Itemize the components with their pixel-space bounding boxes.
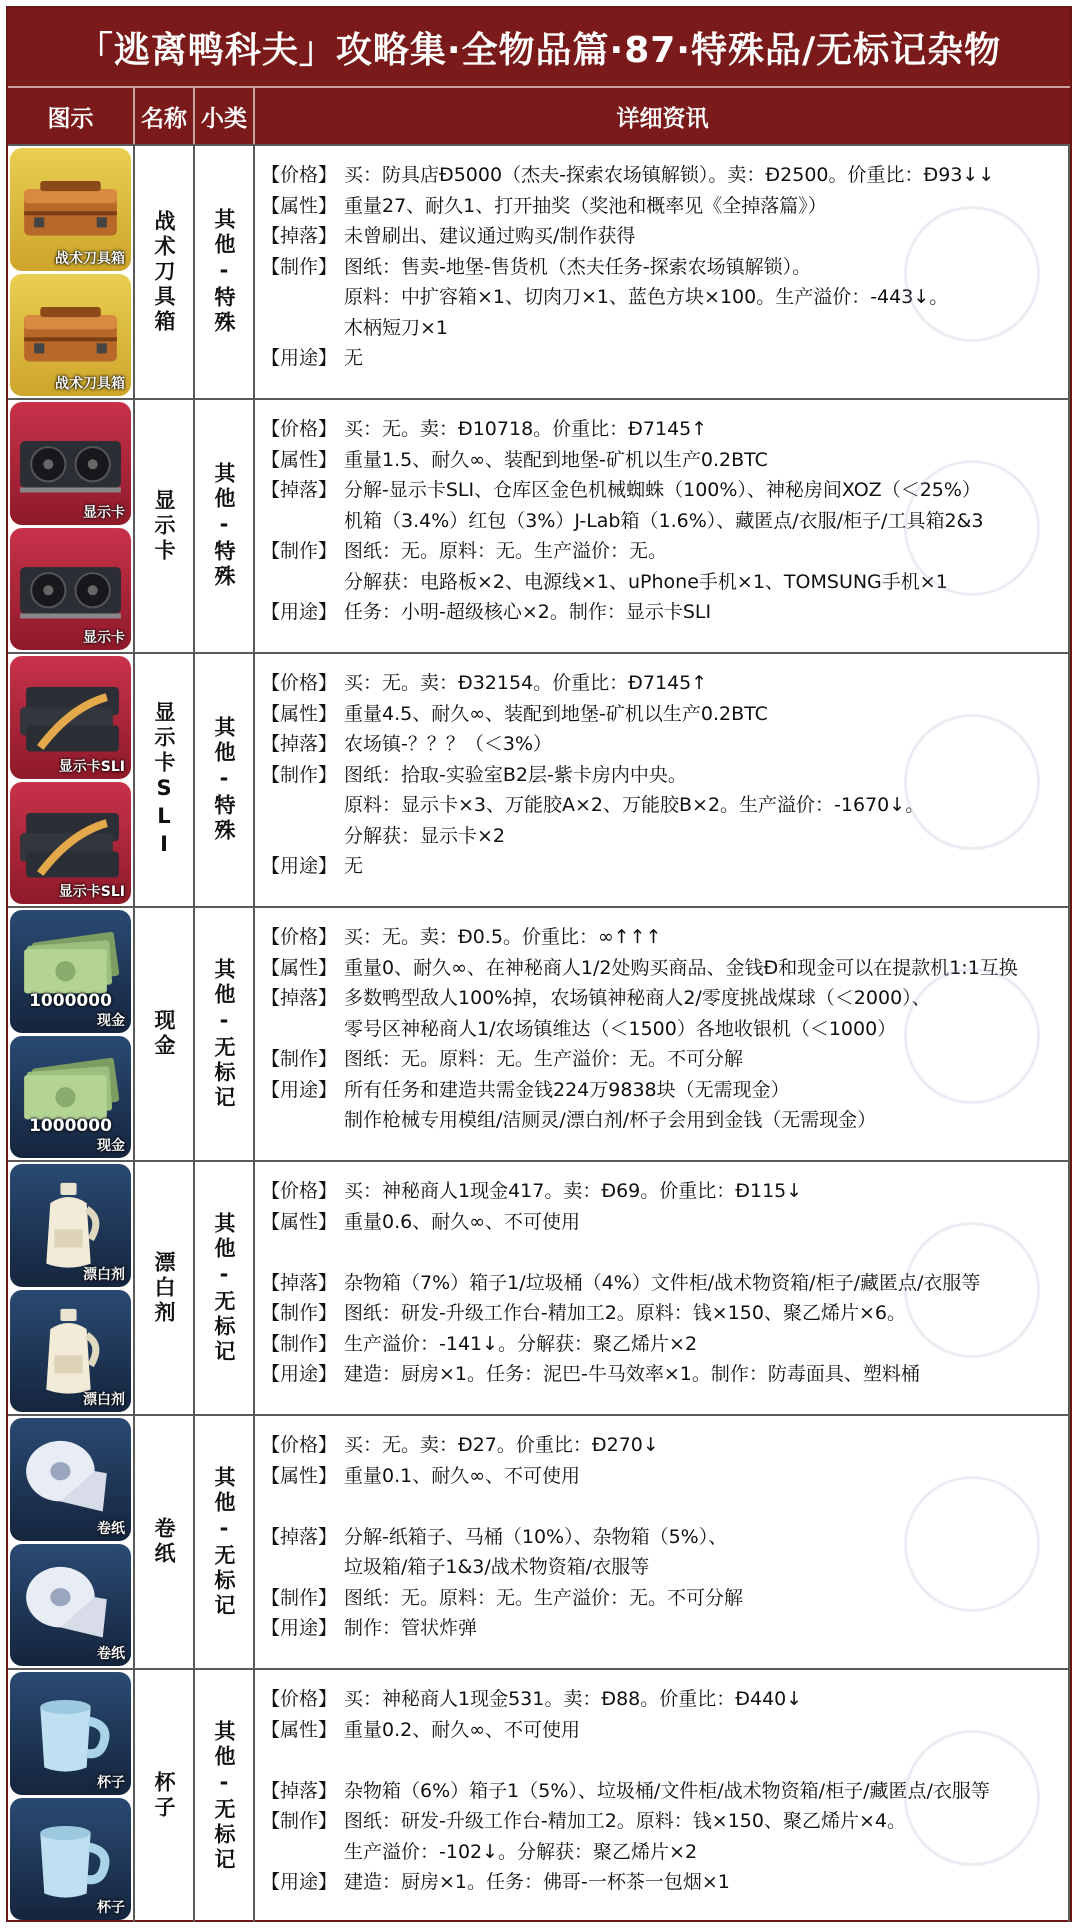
item-name-cell <box>135 908 195 1160</box>
item-thumbnail-label: 卷纸 <box>97 1520 125 1537</box>
item-thumbnail <box>10 1544 131 1667</box>
detail-line <box>261 1806 1064 1837</box>
detail-line <box>261 160 1064 191</box>
detail-tag: 【属性】 <box>261 956 338 979</box>
detail-line <box>261 536 1064 567</box>
detail-line <box>261 1207 1064 1238</box>
table-row <box>8 1160 1070 1414</box>
item-thumbnail-label: 现金 <box>97 1012 125 1029</box>
detail-text: 买：神秘商人1现金417。卖：Đ69。价重比：Đ115↓ <box>344 1180 803 1202</box>
item-category: 其他-无标记 <box>212 1211 236 1365</box>
detail-line <box>261 1075 1064 1106</box>
item-image-cell <box>8 400 135 652</box>
detail-text: 分解-纸箱子、马桶（10%）、杂物箱（5%）、 <box>344 1525 728 1548</box>
detail-text: 生产溢价：-141↓。分解获：聚乙烯片×2 <box>344 1332 698 1355</box>
detail-tag: 【用途】 <box>261 601 338 623</box>
item-category-cell <box>195 400 255 652</box>
detail-line <box>261 821 1064 852</box>
detail-line <box>261 1268 1064 1299</box>
detail-text: 买：无。卖：Đ10718。价重比：Đ7145↑ <box>344 418 708 440</box>
table-row <box>8 1414 1070 1668</box>
detail-line <box>261 1461 1064 1492</box>
column-header-details: 详细资讯 <box>616 105 709 132</box>
item-image-cell <box>8 146 135 398</box>
detail-line <box>261 1837 1064 1868</box>
item-thumbnail-label: 漂白剂 <box>83 1266 125 1283</box>
detail-text: 机箱（3.4%）红包（3%）J-Lab箱（1.6%）、藏匿点/衣服/柜子/工具箱2&3 <box>344 509 984 532</box>
detail-line <box>261 1014 1064 1045</box>
detail-tag: 【用途】 <box>261 1871 338 1893</box>
detail-tag: 【用途】 <box>261 1617 338 1639</box>
item-thumbnail-label: 显示卡SLI <box>58 758 125 775</box>
detail-tag: 【价格】 <box>261 418 338 440</box>
detail-tag: 【掉落】 <box>261 225 338 247</box>
item-category-cell <box>195 908 255 1160</box>
detail-text: 制作枪械专用模组/洁厕灵/漂白剂/杯子会用到金钱（无需现金） <box>344 1109 877 1131</box>
table-row <box>8 144 1070 398</box>
detail-tag: 【属性】 <box>261 194 338 217</box>
item-thumbnail-label: 战术刀具箱 <box>55 250 125 267</box>
item-image-cell <box>8 1416 135 1668</box>
detail-tag: 【制作】 <box>261 1586 338 1609</box>
detail-line <box>261 699 1064 730</box>
detail-tag <box>261 1552 344 1583</box>
detail-text: 制作：管状炸弹 <box>344 1617 478 1639</box>
detail-tag <box>261 1014 344 1045</box>
detail-line <box>261 414 1064 445</box>
detail-line <box>261 343 1064 374</box>
detail-text: 木柄短刀×1 <box>344 316 449 339</box>
detail-tag: 【制作】 <box>261 1302 338 1324</box>
item-name-cell <box>135 654 195 906</box>
detail-text: 买：神秘商人1现金531。卖：Đ88。价重比：Đ440↓ <box>344 1688 803 1710</box>
item-name: 现金 <box>152 1009 176 1059</box>
item-thumbnail <box>10 148 131 271</box>
item-image-cell <box>8 654 135 906</box>
item-thumbnail <box>10 782 131 905</box>
detail-line <box>261 1359 1064 1390</box>
detail-line <box>261 1613 1064 1644</box>
item-category: 其他-无标记 <box>212 957 236 1111</box>
item-category: 其他-特殊 <box>212 208 236 336</box>
item-thumbnail-label: 杯子 <box>97 1774 125 1791</box>
item-name-cell <box>135 400 195 652</box>
item-category: 其他-无标记 <box>212 1719 236 1873</box>
detail-tag: 【价格】 <box>261 1434 338 1456</box>
detail-tag <box>261 1745 344 1776</box>
item-name: 战术刀具箱 <box>152 209 176 335</box>
page-title: 「逃离鸭科夫」攻略集·全物品篇·87·特殊品/无标记杂物 <box>8 8 1070 86</box>
item-thumbnail-number: 1000000 <box>29 1116 112 1136</box>
detail-text: 重量1.5、耐久∞、装配到地堡-矿机以生产0.2BTC <box>344 448 768 471</box>
detail-line <box>261 851 1064 882</box>
item-name-cell <box>135 1670 195 1922</box>
detail-line <box>261 1583 1064 1614</box>
item-thumbnail-label: 现金 <box>97 1138 125 1154</box>
detail-line <box>261 922 1064 953</box>
item-details-cell <box>255 146 1070 398</box>
detail-text: 原料：显示卡×3、万能胶A×2、万能胶B×2。生产溢价：-1670↓。 <box>344 794 925 816</box>
detail-text: 建造：厨房×1。任务：泥巴-牛马效率×1。制作：防毒面具、塑料桶 <box>344 1363 920 1385</box>
column-header-category: 小类 <box>195 88 255 144</box>
detail-line <box>261 506 1064 537</box>
detail-tag <box>261 1105 344 1136</box>
detail-tag: 【价格】 <box>261 926 338 948</box>
detail-text: 垃圾箱/箱子1&3/战术物资箱/衣服等 <box>344 1556 650 1578</box>
detail-text: 零号区神秘商人1/农场镇维达（＜1500）各地收银机（＜1000） <box>344 1017 897 1040</box>
item-thumbnail <box>10 402 131 525</box>
detail-tag: 【掉落】 <box>261 1779 338 1802</box>
detail-tag: 【制作】 <box>261 1048 338 1070</box>
detail-tag: 【用途】 <box>261 1363 338 1385</box>
detail-line <box>261 191 1064 222</box>
detail-text: 多数鸭型敌人100%掉，农场镇神秘商人2/零度挑战煤球（＜2000）、 <box>344 987 931 1009</box>
detail-line <box>261 1552 1064 1583</box>
item-category-cell <box>195 1416 255 1668</box>
detail-line <box>261 221 1064 252</box>
detail-text: 所有任务和建造共需金钱224万9838块（无需现金） <box>344 1078 790 1101</box>
item-details-cell <box>255 1162 1070 1414</box>
item-thumbnail <box>10 1672 131 1795</box>
detail-line <box>261 252 1064 283</box>
detail-line <box>261 729 1064 760</box>
detail-text: 重量0.1、耐久∞、不可使用 <box>344 1464 581 1487</box>
item-name: 杯子 <box>152 1771 176 1821</box>
detail-text: 无 <box>344 347 364 369</box>
detail-text: 重量0.2、耐久∞、不可使用 <box>344 1718 581 1741</box>
item-image-cell <box>8 1670 135 1922</box>
item-thumbnail <box>10 1798 131 1921</box>
item-table <box>8 144 1070 1922</box>
item-category-cell <box>195 1670 255 1922</box>
item-thumbnail <box>10 1036 131 1159</box>
item-category-cell <box>195 654 255 906</box>
detail-tag: 【制作】 <box>261 540 338 562</box>
item-name: 显示卡SLI <box>152 700 176 860</box>
detail-tag: 【价格】 <box>261 164 338 186</box>
item-thumbnail <box>10 274 131 397</box>
detail-tag <box>261 1237 344 1268</box>
detail-line <box>261 282 1064 313</box>
detail-text: 分解获：显示卡×2 <box>344 824 506 847</box>
detail-line <box>261 1044 1064 1075</box>
item-thumbnail-label: 显示卡 <box>83 630 125 646</box>
table-row <box>8 398 1070 652</box>
detail-line <box>261 1237 1064 1268</box>
detail-line <box>261 313 1064 344</box>
detail-tag: 【属性】 <box>261 702 338 725</box>
detail-tag: 【掉落】 <box>261 987 338 1009</box>
table-row <box>8 652 1070 906</box>
detail-text: 分解-显示卡SLI、仓库区金色机械蜘蛛（100%）、神秘房间XOZ（＜25%） <box>344 479 981 501</box>
detail-tag: 【制作】 <box>261 1332 338 1355</box>
detail-line <box>261 1745 1064 1776</box>
detail-text: 原料：中扩容箱×1、切肉刀×1、蓝色方块×100。生产溢价：-443↓。 <box>344 286 949 308</box>
item-category-cell <box>195 146 255 398</box>
item-thumbnail-label: 战术刀具箱 <box>55 376 125 392</box>
item-thumbnail-label: 卷纸 <box>97 1646 125 1662</box>
item-thumbnail <box>10 1164 131 1287</box>
detail-line <box>261 1491 1064 1522</box>
item-thumbnail-label: 显示卡SLI <box>58 884 125 900</box>
detail-text: 买：防具店Đ5000（杰夫-探索农场镇解锁）。卖：Đ2500。价重比：Đ93↓↓ <box>344 164 995 186</box>
column-header-image: 图示 <box>8 88 135 144</box>
detail-text: 重量0.6、耐久∞、不可使用 <box>344 1210 581 1233</box>
item-thumbnail-label: 漂白剂 <box>83 1392 125 1408</box>
detail-text: 图纸：研发-升级工作台-精加工2。原料：钱×150、聚乙烯片×6。 <box>344 1302 906 1324</box>
table-header <box>8 86 1070 144</box>
detail-tag: 【属性】 <box>261 448 338 471</box>
detail-text: 图纸：售卖-地堡-售货机（杰夫任务-探索农场镇解锁）。 <box>344 255 812 278</box>
item-name: 漂白剂 <box>152 1250 176 1326</box>
item-category: 其他-特殊 <box>212 716 236 844</box>
column-header-name: 名称 <box>135 88 195 144</box>
detail-tag: 【制作】 <box>261 1810 338 1832</box>
item-category: 其他-无标记 <box>212 1465 236 1619</box>
item-thumbnail <box>10 528 131 651</box>
item-name-cell <box>135 1162 195 1414</box>
detail-tag: 【用途】 <box>261 855 338 877</box>
detail-line <box>261 983 1064 1014</box>
detail-line <box>261 567 1064 598</box>
detail-tag: 【制作】 <box>261 763 338 786</box>
item-category: 其他-特殊 <box>212 462 236 590</box>
detail-text: 重量0、耐久∞、在神秘商人1/2处购买商品、金钱Đ和现金可以在提款机1:1互换 <box>344 956 1018 979</box>
detail-tag <box>261 1837 344 1868</box>
item-name: 卷纸 <box>152 1517 176 1567</box>
item-thumbnail <box>10 1290 131 1413</box>
detail-text: 图纸：无。原料：无。生产溢价：无。不可分解 <box>344 1048 744 1070</box>
detail-line <box>261 1298 1064 1329</box>
detail-tag <box>261 790 344 821</box>
detail-text: 建造：厨房×1。任务：佛哥-一杯茶一包烟×1 <box>344 1871 730 1893</box>
detail-line <box>261 1430 1064 1461</box>
detail-tag: 【掉落】 <box>261 733 338 755</box>
detail-line <box>261 1176 1064 1207</box>
item-image-cell <box>8 1162 135 1414</box>
item-thumbnail <box>10 656 131 779</box>
item-details-cell <box>255 1416 1070 1668</box>
detail-tag: 【价格】 <box>261 1688 338 1710</box>
detail-text: 买：无。卖：Đ27。价重比：Đ270↓ <box>344 1434 659 1456</box>
item-details-cell <box>255 400 1070 652</box>
detail-tag: 【掉落】 <box>261 1271 338 1294</box>
detail-line <box>261 1715 1064 1746</box>
detail-tag <box>261 282 344 313</box>
detail-text: 买：无。卖：Đ32154。价重比：Đ7145↑ <box>344 672 708 694</box>
detail-text: 未曾刷出、建议通过购买/制作获得 <box>344 225 636 247</box>
detail-line <box>261 760 1064 791</box>
item-name: 显示卡 <box>152 488 176 564</box>
detail-line <box>261 790 1064 821</box>
detail-tag: 【价格】 <box>261 672 338 694</box>
detail-text: 无 <box>344 855 364 877</box>
detail-tag: 【属性】 <box>261 1210 338 1233</box>
detail-tag: 【属性】 <box>261 1464 338 1487</box>
detail-tag <box>261 821 344 852</box>
detail-tag: 【掉落】 <box>261 1525 338 1548</box>
detail-tag: 【用途】 <box>261 1078 338 1101</box>
detail-text: 重量27、耐久1、打开抽奖（奖池和概率见《全掉落篇》） <box>344 194 827 217</box>
detail-line <box>261 597 1064 628</box>
detail-text: 分解获：电路板×2、电源线×1、uPhone手机×1、TOMSUNG手机×1 <box>344 570 948 593</box>
detail-line <box>261 1684 1064 1715</box>
detail-text: 图纸：无。原料：无。生产溢价：无。不可分解 <box>344 1586 744 1609</box>
item-thumbnail <box>10 910 131 1033</box>
detail-line <box>261 953 1064 984</box>
detail-text: 重量4.5、耐久∞、装配到地堡-矿机以生产0.2BTC <box>344 702 768 725</box>
detail-text: 任务：小明-超级核心×2。制作：显示卡SLI <box>344 601 712 623</box>
detail-line <box>261 668 1064 699</box>
detail-text: 图纸：拾取-实验室B2层-紫卡房内中央。 <box>344 763 687 786</box>
item-thumbnail-label: 显示卡 <box>83 504 125 521</box>
item-details-cell <box>255 1670 1070 1922</box>
item-thumbnail-number: 1000000 <box>29 990 112 1011</box>
detail-line <box>261 1105 1064 1136</box>
detail-text: 农场镇-？？？（＜3%） <box>344 733 552 755</box>
detail-text: 买：无。卖：Đ0.5。价重比：∞↑↑↑ <box>344 926 662 948</box>
detail-line <box>261 1867 1064 1898</box>
detail-text: 杂物箱（7%）箱子1/垃圾桶（4%）文件柜/战术物资箱/柜子/藏匿点/衣服等 <box>344 1271 981 1294</box>
detail-text: 图纸：无。原料：无。生产溢价：无。 <box>344 540 668 562</box>
detail-tag <box>261 313 344 344</box>
table-row <box>8 906 1070 1160</box>
item-name-cell <box>135 146 195 398</box>
detail-tag: 【掉落】 <box>261 479 338 501</box>
item-details-cell <box>255 908 1070 1160</box>
detail-line <box>261 445 1064 476</box>
guide-sheet <box>6 6 1072 1922</box>
item-thumbnail-label: 杯子 <box>97 1900 125 1916</box>
detail-tag: 【用途】 <box>261 347 338 369</box>
detail-tag <box>261 1491 344 1522</box>
item-details-cell <box>255 654 1070 906</box>
item-name-cell <box>135 1416 195 1668</box>
detail-tag <box>261 567 344 598</box>
detail-tag: 【属性】 <box>261 1718 338 1741</box>
detail-tag <box>261 506 344 537</box>
item-category-cell <box>195 1162 255 1414</box>
detail-tag: 【价格】 <box>261 1180 338 1202</box>
detail-line <box>261 1329 1064 1360</box>
table-row <box>8 1668 1070 1922</box>
detail-line <box>261 1522 1064 1553</box>
item-thumbnail <box>10 1418 131 1541</box>
detail-line <box>261 1776 1064 1807</box>
detail-text: 杂物箱（6%）箱子1（5%）、垃圾桶/文件柜/战术物资箱/柜子/藏匿点/衣服等 <box>344 1779 990 1802</box>
detail-tag: 【制作】 <box>261 255 338 278</box>
detail-text: 图纸：研发-升级工作台-精加工2。原料：钱×150、聚乙烯片×4。 <box>344 1810 906 1832</box>
detail-text: 生产溢价：-102↓。分解获：聚乙烯片×2 <box>344 1840 698 1863</box>
item-image-cell <box>8 908 135 1160</box>
detail-line <box>261 475 1064 506</box>
